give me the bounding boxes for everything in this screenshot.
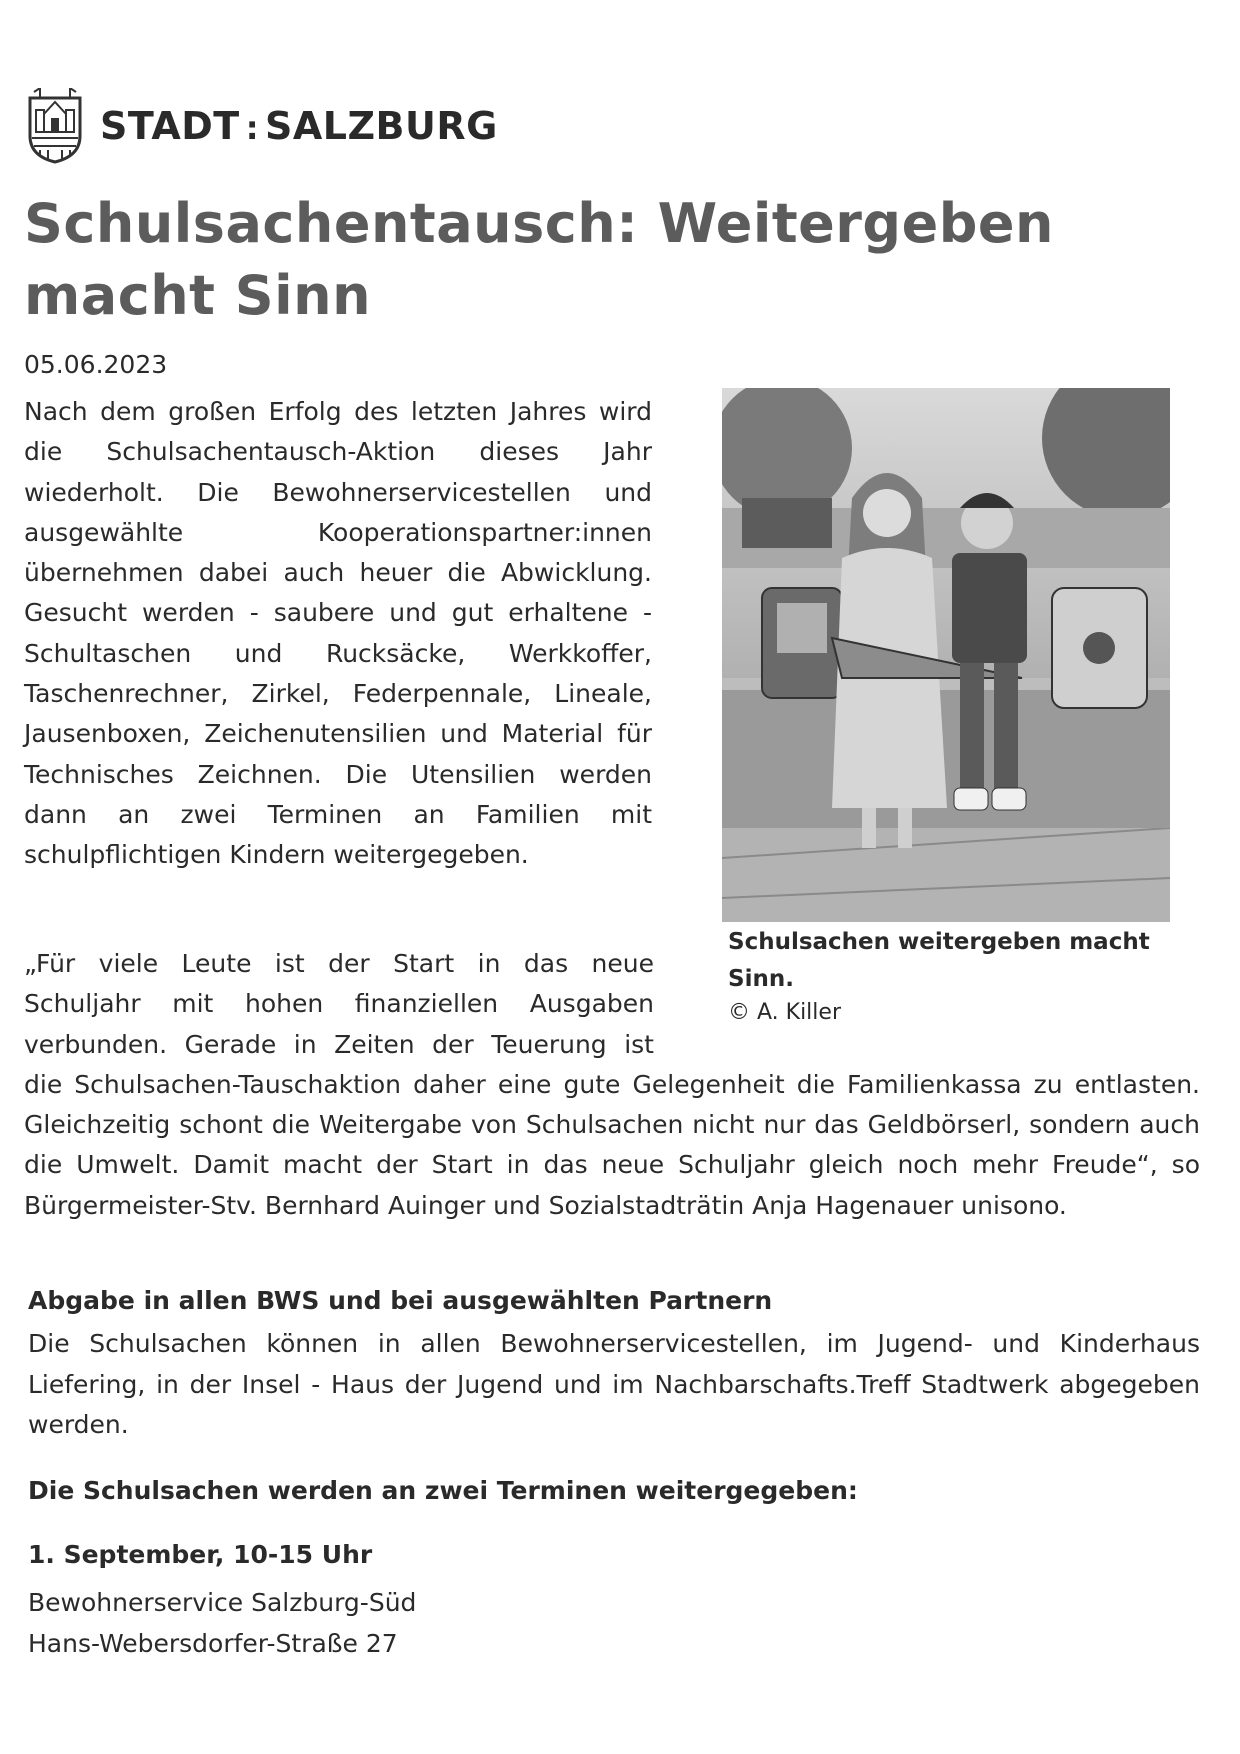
brand-separator: : — [245, 109, 260, 147]
city-logo — [26, 88, 498, 164]
quote-paragraph — [24, 944, 1200, 1226]
date1-street: Hans-Webersdorfer-Straße 27 — [28, 1629, 398, 1658]
article-date: 05.06.2023 — [24, 350, 168, 379]
photo-caption: Schulsachen weitergeben macht Sinn. — [728, 929, 1150, 992]
intro-paragraph: Nach dem großen Erfolg des letzten Jahres wird die Schulsachentausch-Aktion dieses Jahr wiederholt. Die Bewohnerservicestellen und ausgewählte Kooperationspartner:innen übernehmen dabei auch heuer die Abwicklung. Gesucht werden - saubere und gut erhaltene - Schultaschen und Rucksäcke, Werkkoffer, Taschenrechner, Zirkel, Federpennale, Lineale, Jausenboxen, Zeichenutensilien und Material für Technisches Zeichnen. Die Utensilien werden dann an zwei Terminen an Familien mit schulpflichtigen Kindern weitergegeben. — [24, 397, 652, 870]
dates-heading: Die Schulsachen werden an zwei Terminen weitergegeben: — [28, 1476, 858, 1505]
article-photo — [722, 388, 1170, 922]
photo-credit: © A. Killer — [728, 1000, 841, 1025]
quote-part-1: „Für viele Leute ist der Start in das neue Schuljahr mit hohen finanziellen Ausgaben verbunden. Gerade in Zeiten der Teuerung ist — [24, 949, 654, 1059]
date1-title: 1. September, 10-15 Uhr — [28, 1540, 373, 1569]
date1-address — [28, 1582, 416, 1664]
city-name — [100, 104, 498, 148]
dropoff-paragraph: Die Schulsachen können in allen Bewohnerservicestellen, im Jugend- und Kinderhaus Liefering, in der Insel - Haus der Jugend und im Nachbarschafts.Treff Stadtwerk abgegeben werden. — [28, 1329, 1200, 1439]
dropoff-heading: Abgabe in allen BWS und bei ausgewählten Partnern — [28, 1286, 773, 1315]
children-with-schoolbags-image — [722, 388, 1170, 922]
brand-right: SALZBURG — [265, 104, 498, 148]
brand-left: STADT — [100, 104, 240, 148]
quote-part-2: die Schulsachen-Tauschaktion daher eine gute Gelegenheit die Familienkassa zu entlasten. Gleichzeitig schont die Weitergabe von Schulsachen nicht nur das Geldbörserl, sondern auch die Umwelt. Damit macht der Start in das neue Schuljahr gleich noch mehr Freude“, so Bürgermeister-Stv. Bernhard Auinger und Sozialstadträtin Anja Hagenauer unisono. — [24, 1069, 1200, 1220]
article-title: Schulsachentausch: Weitergeben macht Sinn — [24, 192, 1054, 327]
date1-location: Bewohnerservice Salzburg-Süd — [28, 1588, 417, 1617]
coat-of-arms-icon — [26, 88, 84, 164]
